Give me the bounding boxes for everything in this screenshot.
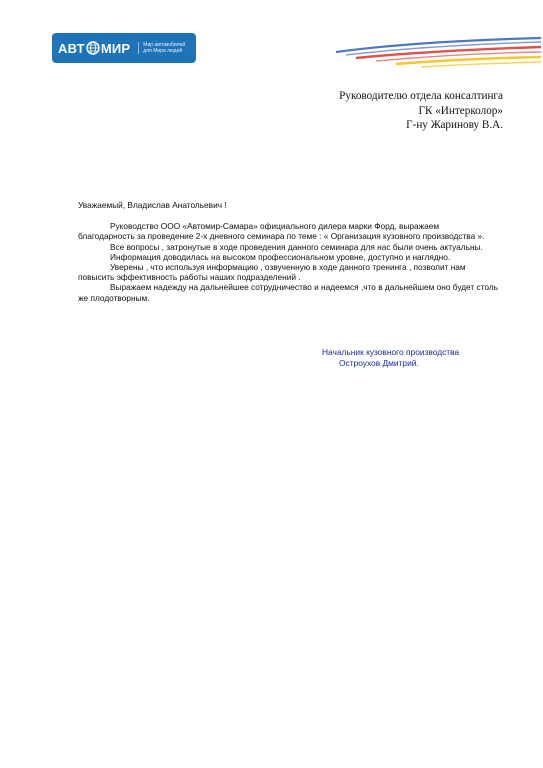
logo-word-left: АВТ — [58, 40, 85, 56]
recipient-name: Г-ну Жаринову В.А. — [406, 119, 503, 132]
logo-wordmark — [58, 41, 130, 56]
signature-title: Начальник кузовного производства — [322, 347, 460, 357]
letter-paragraph: Выражаем надежду на дальнейшее сотрудничество и надеемся ,что в дальнейшем оно будет столь же плодотворным. — [78, 282, 498, 303]
salutation: Уважаемый, Владислав Анатольевич ! — [78, 200, 227, 210]
recipient-company: ГК «Интерколор» — [418, 104, 503, 117]
signature-name: Остроухов Дмитрий. — [339, 358, 419, 368]
letter-paragraph: Руководство ООО «Автомир-Самара» официального дилера марки Форд, выражаем благодарность за проведение 2-х дневного семинара по теме : « Организация кузовного производства ». — [78, 221, 485, 242]
globe-icon — [86, 41, 100, 55]
recipient-position: Руководителю отдела консалтинга — [339, 90, 503, 102]
logo-tagline-line2: для Мира людей — [143, 48, 183, 54]
decorative-stripes — [336, 30, 541, 70]
letter-paragraph: Информация доводилась на высоком профессиональном уровне, доступно и наглядно. — [110, 251, 451, 262]
letter-body — [78, 200, 498, 303]
logo-word-right: МИР — [100, 40, 131, 56]
logo-tagline-line1: Мир автомобилей — [143, 42, 186, 48]
logo-tagline — [138, 42, 185, 54]
letter-paragraph: Все вопросы , затронутые в ходе проведения данного семинара для нас были очень актуальны. — [110, 241, 483, 252]
recipient-block — [203, 89, 503, 133]
signature-block — [322, 347, 459, 369]
letter-paragraph: Уверены , что используя информацию , озвученную в ходе данного тренинга , позволит нам повысить эффективность работы наших подразделений . — [78, 262, 466, 283]
company-logo — [52, 33, 196, 63]
